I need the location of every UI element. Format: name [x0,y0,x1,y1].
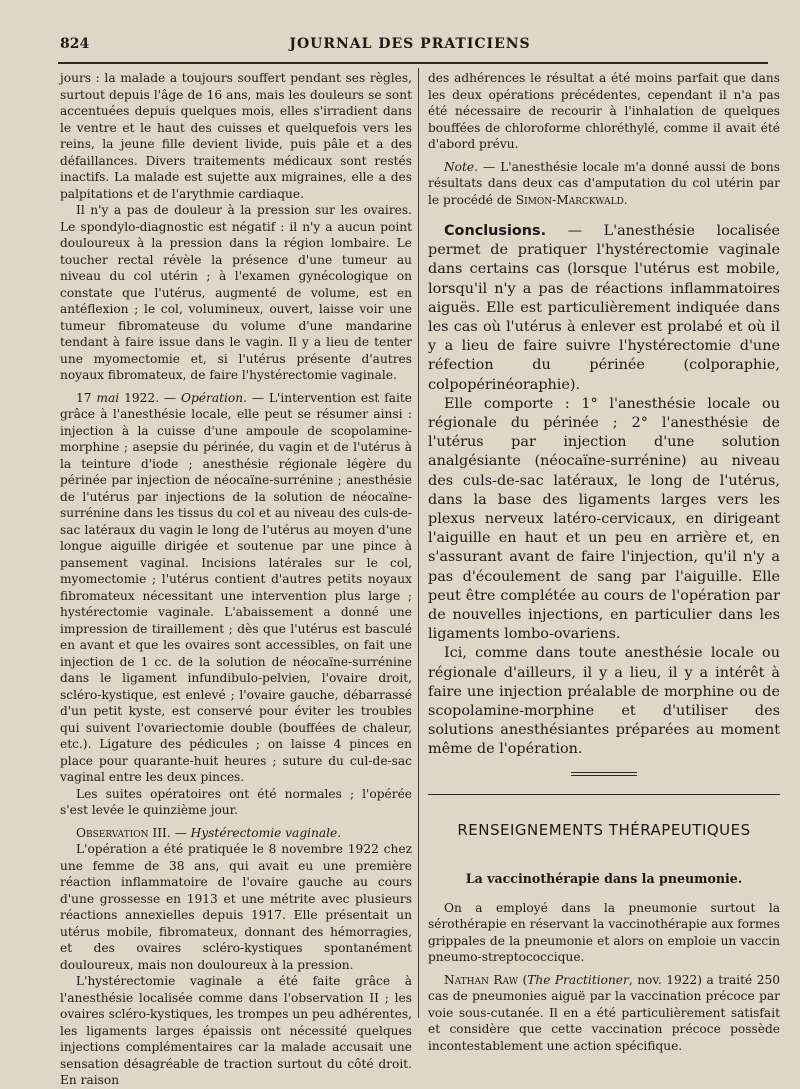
observation-heading [60,825,412,842]
page-number: 824 [60,36,90,52]
paragraph: jours : la malade a toujours souffert pendant ses règles, surtout depuis l'âge de 16 ans, mais les douleurs se sont accentuées depuis quelques mois, elles s'irradient dans le ventre et le haut des cuisses et quelquefois vers les reins, la jeune fille devient livide, puis pâle et a des défaillances. Divers traitements médicaux sont restés inactifs. La malade est sujette aux migraines, elle a des palpitations et de l'arythmie cardiaque. [60,71,412,201]
observation-number: III. — [148,825,191,840]
reference-text: , nov. 1922) a traité 250 cas de pneumonies aiguë par la vaccination précoce par voie sous-cutanée. Il en a été particulièrement satisfait et considère que cette vaccination précoce possède incontestablement une action spécifique. [428,972,780,1053]
paragraph: L'opération a été pratiquée le 8 novembre 1922 chez une femme de 38 ans, qui avait eu une première réaction inflammatoire de l'ovaire gauche au cours d'une grossesse en 1913 et une métrite avec plusieurs réactions annexielles depuis 1917. Elle présentait un utérus mobile, fibromateux, donnant des hémorragies, et des ovaires scléro-kystiques spontanément douloureux, mais non douloureux à la pression. [60,842,412,972]
paragraph: Ici, comme dans toute anesthésie locale ou régionale d'ailleurs, il y a lieu, il y a intérêt à faire une injection préalable de morphine ou de scopolamine-morphine et d'utiliser des solutions anesthésiantes préparées au moment même de l'opération. [428,645,780,758]
conclusions-paragraph [428,222,780,395]
note-author: Simon-Marckwald. [515,192,628,207]
conclusions-title: Conclusions. [444,223,547,239]
date-year: 1922. — [119,390,181,405]
date-day: 17 [76,390,97,405]
operation-label: Opération. [180,390,247,405]
note-paragraph [428,159,780,209]
observation-label: Observation [76,825,149,840]
date-month: mai [96,390,120,405]
paragraph: Il n'y a pas de douleur à la pression sur les ovaires. Le spondylo-diagnostic est négatif : il n'y a aucun point douloureux à la pression dans la région lombaire. Le toucher rectal révèle la présence d'une tumeur au niveau du col utérin ; à l'examen gynécologique on constate que l'utérus, augmenté de volume, est en antéflexion ; le col, volumineux, ouvert, laisse voir une tumeur fibromateuse du volume d'une mandarine tendant à faire issue dans le vagin. Il y a lieu de tenter une myomectomie et, si l'utérus présente d'autres noyaux fibromateux, de faire l'hystérectomie vaginale. [60,203,412,382]
article-title: La vaccinothérapie dans la pneumonie. [465,870,743,886]
note-text: — L'anesthésie locale m'a donné aussi de bons résultats dans deux cas d'amputation du col utérin par le procédé de [428,159,780,207]
header-rule [58,62,768,64]
author-name: Nathan Raw [444,972,518,987]
reference-paragraph [428,972,780,1055]
paragraph: Elle comporte : 1° l'anesthésie locale ou régionale du périnée ; 2° l'anesthésie de l'utérus par injection d'une solution analgésiante (néocaïne-surrénine) au niveau des culs-de-sac latéraux, le long de l'utérus, dans la base des ligaments larges vers les plexus nerveux latéro-cervicaux, en dirigeant l'aiguille en haut et un peu en arrière et, en s'assurant avant de faire l'injection, qu'il n'y a pas d'écoulement de sang par l'aiguille. Elle peut être complétée au cours de l'opération par de nouvelles injections, en particulier dans les ligaments lombo-ovariens. [428,395,780,643]
section-rule [428,794,780,795]
paragraph: des adhérences le résultat a été moins parfait que dans les deux opérations précédentes, cependant il n'a pas été nécessaire de recourir à l'inhalation de quelques bouffées de chloroforme chloréthylé, comme il avait été d'abord prévu. [428,71,780,151]
running-title: JOURNAL DES PRATICIENS [289,36,531,52]
observation-title: Hystérectomie vaginale. [190,825,342,840]
right-column [428,70,780,1054]
paragraph: Les suites opératoires ont été normales ; l'opérée s'est levée le quinzième jour. [60,786,412,817]
page-header [60,36,760,58]
paragraph: L'hystérectomie vaginale a été faite grâce à l'anesthésie localisée comme dans l'observation II ; les ovaires scléro-kystiques, les trompes un peu adhérentes, les ligaments larges épaissis ont nécessité quelques injections complémentaires car la malade accusait une sensation désagréable de traction surtout du côté droit. En raison [60,974,412,1087]
conclusions-text: — L'anesthésie localisée permet de pratiquer l'hystérectomie vaginale dans certains cas (lorsque l'utérus est mobile, lorsqu'il n'y a pas de réactions inflammatoires aiguës. Elle est particulièrement indiquée dans les cas où l'utérus à enlever est prolabé et où il y a lieu de faire suivre l'hystérectomie d'une réfection du périnée (colporaphie, colpopérinéoraphie). [428,223,780,393]
ref-open: ( [517,972,528,987]
operation-text: — L'intervention est faite grâce à l'anesthésie locale, elle peut se résumer ainsi : injection à la cuisse d'une ampoule de scopolamine-morphine ; asepsie du périnée, du vagin et de l'utérus à la teinture d'iode ; anesthésie régionale légère du périnée par injection de néocaïne-surrénine ; anesthésie de l'utérus par injections de la solution de néocaïne-surrénine dans les tissus du col et au niveau des culs-de-sac latéraux du vagin le long de l'utérus au moyen d'une longue aiguille dirigée et soutenue par une pince à pansement vaginal. Incisions latérales sur le col, myomectomie ; l'utérus contient d'autres petits noyaux fibromateux nécessitant une intervention plus large ; hystérectomie vaginale. L'abaissement a donné une impression de tiraillement ; dès que l'utérus est basculé en avant et que les ovaires sont accessibles, on fait une injection de 1 cc. de la solution de néocaïne-surrénine dans le ligament infundibulo-pelvien, l'ovaire droit, scléro-kystique, est enlevé ; l'ovaire gauche, débarrassé d'un petit kyste, est conservé pour éviter les troubles qui suivent l'ovariectomie double (bouffées de chaleur, etc.). Ligature des pédicules ; on laisse 4 pinces en place pour quarante-huit heures ; suture du cul-de-sac vaginal entre les deux pinces. [60,390,412,784]
paragraph: On a employé dans la pneumonie surtout la sérothérapie en réservant la vaccinothérapie aux formes grippales de la pneumonie et alors on emploie un vaccin pneumo-streptococcique. [428,900,780,965]
section-separator [571,772,637,776]
left-column [60,70,412,1089]
column-divider [418,68,419,1018]
note-label: Note. [444,159,478,174]
section-title: RENSEIGNEMENTS THÉRAPEUTIQUES [457,820,751,839]
operation-paragraph [60,390,412,786]
journal-name: The Practitioner [527,972,629,987]
